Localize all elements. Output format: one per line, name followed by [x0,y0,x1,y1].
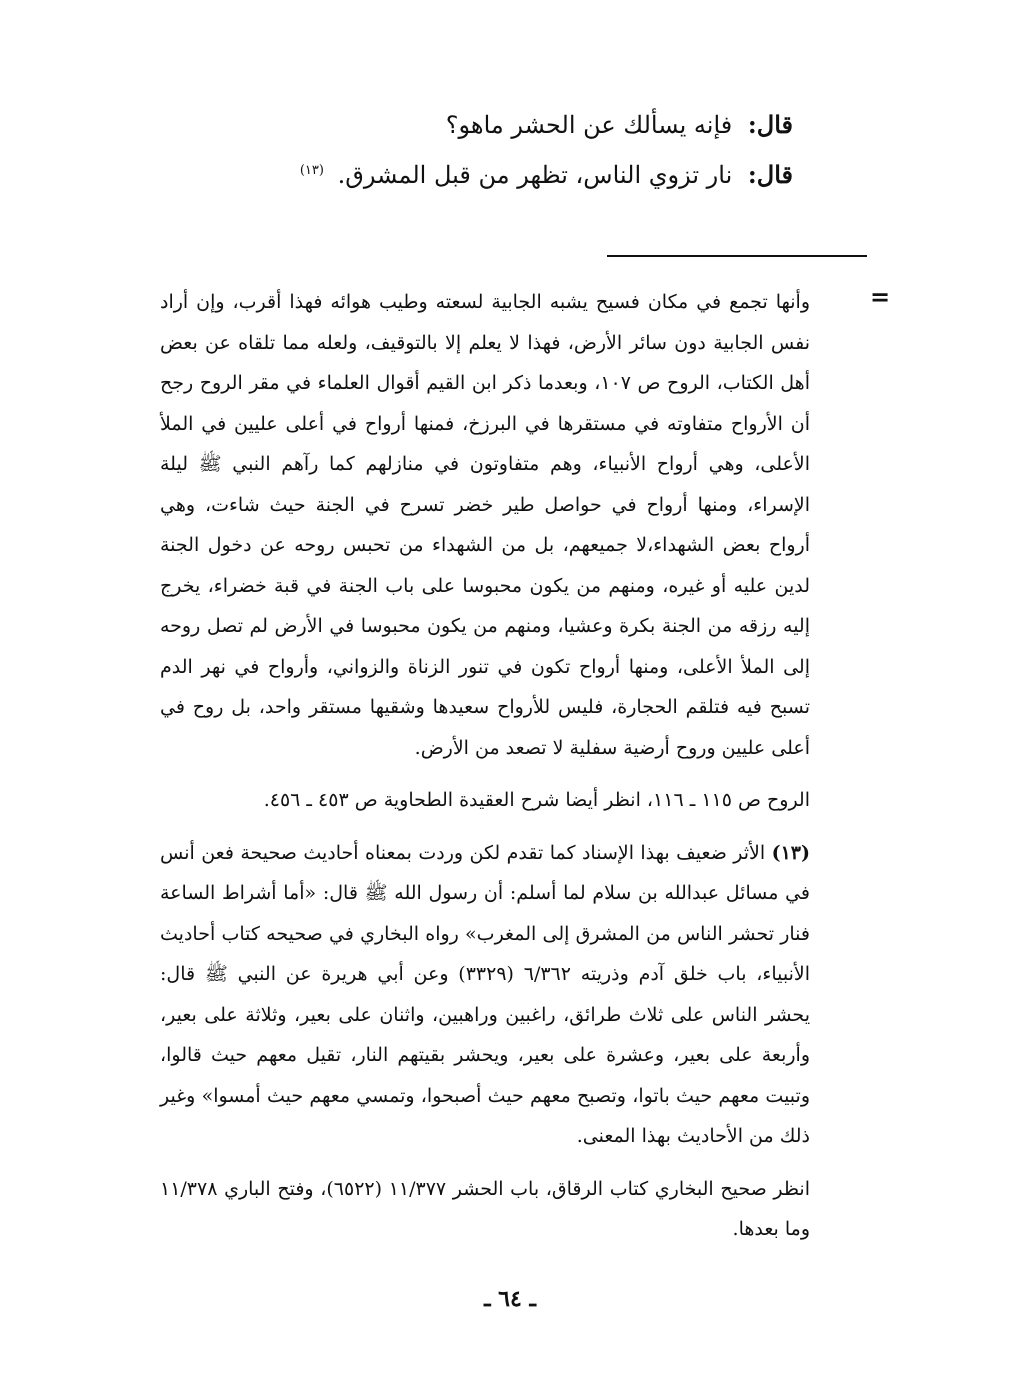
answer-speaker: قال: [747,160,793,189]
main-text [233,102,793,198]
answer-line [233,148,793,198]
footnote-13-number: (١٣) [771,841,810,864]
question-line [233,102,793,148]
footnote-reference-line: الروح ص ١١٥ ـ ١١٦، انظر أيضا شرح العقيدة الطحاوية ص ٤٥٣ ـ ٤٥٦. [263,789,810,811]
footnote-continuation: وأنها تجمع في مكان فسيح يشبه الجابية لسعته وطيب هوائه فهذا أقرب، وإن أراد نفس الجابية دون سائر الأرض، فهذا لا يعلم إلا بالتوقيف، ولعله مما تلقاه عن بعض أهل الكتاب، الروح ص ١٠٧، وبعدما ذكر ابن القيم أقوال العلماء في مقر الروح رجح أن الأرواح متفاوته في مستقرها في البرزخ، فمنها أرواح في أعلى عليين في الملأ الأعلى، وهي أرواح الأنبياء، وهم متفاوتون في منازلهم كما رآهم النبي ﷺ ليلة الإسراء، ومنها أرواح في حواصل طير خضر تسرح في الجنة حيث شاءت، وهي أرواح بعض الشهداء،لا جميعهم، بل من الشهداء من تحبس روحه عن دخول الجنة لدين عليه أو غيره، ومنهم من يكون محبوسا على باب الجنة في قبة خضراء، يخرج إليه رزقه من الجنة بكرة وعشيا، ومنهم من يكون محبوسا في الأرض لم تصل روحه إلى الملأ الأعلى، ومنها أرواح تكون في تنور الزناة والزواني، وأرواح في نهر الدم تسبح فيه فتلقم الحجارة، فليس للأرواح سعيدها وشقيها مستقر واحد، بل روح في أعلى عليين وروح أرضية سفلية لا تصعد من الأرض. [160,291,810,759]
question-speaker: قال: [747,110,793,139]
page-number: ـ ٦٤ ـ [484,1286,536,1312]
footnote-reference: (١٣) [299,163,324,178]
footnote-13-text: الأثر ضعيف بهذا الإسناد كما تقدم لكن وردت بمعناه أحاديث صحيحة فعن أنس في مسائل عبدالله بن سلام لما أسلم: أن رسول الله ﷺ قال: «أما أشراط الساعة فنار تحشر الناس من المشرق إلى المغرب» رواه البخاري في صحيحه كتاب أحاديث الأنبياء، باب خلق آدم وذريته ٦/٣٦٢ (٣٣٢٩) وعن أبي هريرة عن النبي ﷺ قال: يحشر الناس على ثلاث طرائق، راغبين وراهبين، واثنان على بعير، وثلاثة على بعير، وأربعة على بعير، وعشرة على بعير، ويحشر بقيتهم النار، تقيل معهم حيث قالوا، وتبيت معهم حيث باتوا، وتصبح معهم حيث أصبحوا، وتمسي معهم حيث أمسوا» وغير ذلك من الأحاديث بهذا المعنى. [160,841,811,1147]
footnote-13 [160,833,810,1157]
continuation-mark: = [870,282,891,311]
answer-text: نار تزوي الناس، تظهر من قبل المشرق. [337,161,733,189]
footnotes [160,282,810,1250]
footnote-separator [607,255,867,257]
footnote-citation: انظر صحيح البخاري كتاب الرقاق، باب الحشر ١١/٣٧٧ (٦٥٢٢)، وفتح الباري ١١/٣٧٨ وما بعدها. [160,1177,811,1240]
question-text: فإنه يسألك عن الحشر ماهو؟ [445,111,733,139]
